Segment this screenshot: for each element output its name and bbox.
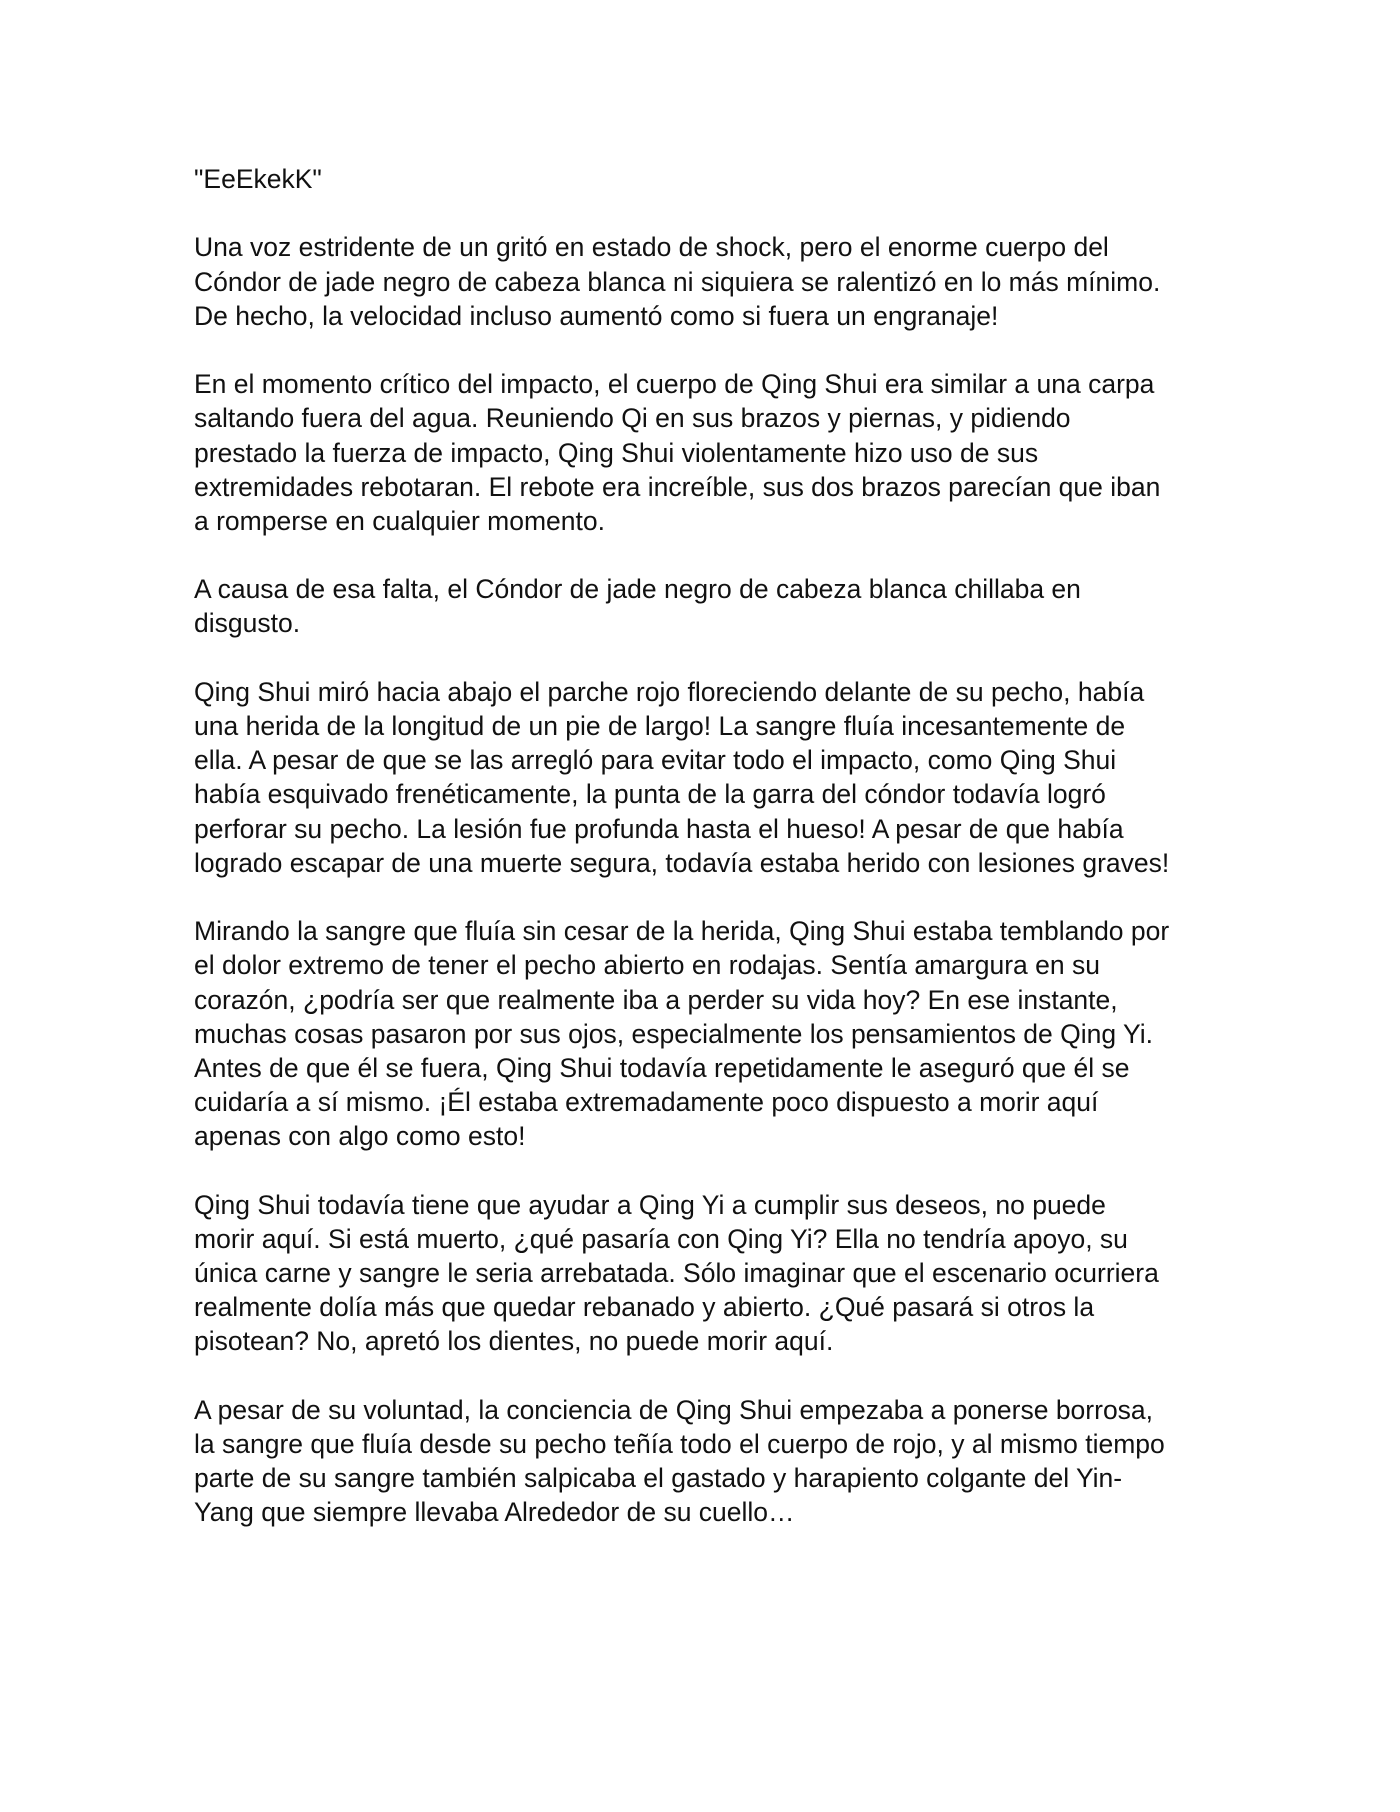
text-line: la sangre que fluía desde su pecho teñía todo el cuerpo de rojo, y al mismo tiempo xyxy=(194,1428,1165,1459)
text-line: morir aquí. Si está muerto, ¿qué pasaría con Qing Yi? Ella no tendría apoyo, su xyxy=(194,1223,1128,1254)
text-line: extremidades rebotaran. El rebote era increíble, sus dos brazos parecían que iban xyxy=(194,471,1161,502)
text-line: ella. A pesar de que se las arregló para evitar todo el impacto, como Qing Shui xyxy=(194,745,1117,776)
text-line: Qing Shui miró hacia abajo el parche rojo floreciendo delante de su pecho, había xyxy=(194,676,1145,707)
text-line: Yang que siempre llevaba Alrededor de su cuello… xyxy=(194,1497,795,1528)
text-line: había esquivado frenéticamente, la punta de la garra del cóndor todavía logró xyxy=(194,779,1106,810)
text-line: saltando fuera del agua. Reuniendo Qi en sus brazos y piernas, y pidiendo xyxy=(194,403,1071,434)
paragraph-1 xyxy=(194,162,1214,196)
text-line: perforar su pecho. La lesión fue profunda hasta el hueso! A pesar de que había xyxy=(194,813,1124,844)
text-line: pisotean? No, apretó los dientes, no puede morir aquí. xyxy=(194,1326,834,1357)
text-line: el dolor extremo de tener el pecho abierto en rodajas. Sentía amargura en su xyxy=(194,950,1100,981)
text-line: Qing Shui todavía tiene que ayudar a Qing Yi a cumplir sus deseos, no puede xyxy=(194,1189,1106,1220)
text-line: A pesar de su voluntad, la conciencia de Qing Shui empezaba a ponerse borrosa, xyxy=(194,1394,1154,1425)
text-line: apenas con algo como esto! xyxy=(194,1121,526,1152)
text-line: corazón, ¿podría ser que realmente iba a perder su vida hoy? En ese instante, xyxy=(194,984,1118,1015)
text-line: Una voz estridente de un gritó en estado de shock, pero el enorme cuerpo del xyxy=(194,232,1109,263)
paragraph-5 xyxy=(194,675,1214,880)
text-line: a romperse en cualquier momento. xyxy=(194,505,605,536)
text-line: logrado escapar de una muerte segura, todavía estaba herido con lesiones graves! xyxy=(194,847,1170,878)
document-body xyxy=(194,162,1214,1564)
text-line: A causa de esa falta, el Cóndor de jade negro de cabeza blanca chillaba en xyxy=(194,574,1081,605)
text-line: cuidaría a sí mismo. ¡Él estaba extremadamente poco dispuesto a morir aquí xyxy=(194,1087,1099,1118)
paragraph-3 xyxy=(194,367,1214,538)
text-line: una herida de la longitud de un pie de largo! La sangre fluía incesantemente de xyxy=(194,711,1126,741)
text-line: En el momento crítico del impacto, el cuerpo de Qing Shui era similar a una carpa xyxy=(194,369,1155,400)
text-line: Mirando la sangre que fluía sin cesar de la herida, Qing Shui estaba temblando por xyxy=(194,916,1170,947)
text-line: disgusto. xyxy=(194,608,301,639)
text-line: realmente dolía más que quedar rebanado y abierto. ¿Qué pasará si otros la xyxy=(194,1292,1095,1323)
text-line: Cóndor de jade negro de cabeza blanca ni siquiera se ralentizó en lo más mínimo. xyxy=(194,266,1161,297)
paragraph-8 xyxy=(194,1393,1214,1530)
paragraph-7 xyxy=(194,1188,1214,1359)
text-line: "EeEkekK" xyxy=(194,164,322,194)
text-line: De hecho, la velocidad incluso aumentó como si fuera un engranaje! xyxy=(194,300,999,331)
text-line: Antes de que él se fuera, Qing Shui todavía repetidamente le aseguró que él se xyxy=(194,1052,1130,1083)
paragraph-2 xyxy=(194,230,1214,333)
text-line: única carne y sangre le seria arrebatada. Sólo imaginar que el escenario ocurriera xyxy=(194,1258,1159,1288)
text-line: parte de su sangre también salpicaba el gastado y harapiento colgante del Yin- xyxy=(194,1463,1123,1494)
text-line: muchas cosas pasaron por sus ojos, especialmente los pensamientos de Qing Yi. xyxy=(194,1018,1153,1049)
paragraph-4 xyxy=(194,572,1214,640)
text-line: prestado la fuerza de impacto, Qing Shui violentamente hizo uso de sus xyxy=(194,437,1039,468)
paragraph-6 xyxy=(194,914,1214,1153)
